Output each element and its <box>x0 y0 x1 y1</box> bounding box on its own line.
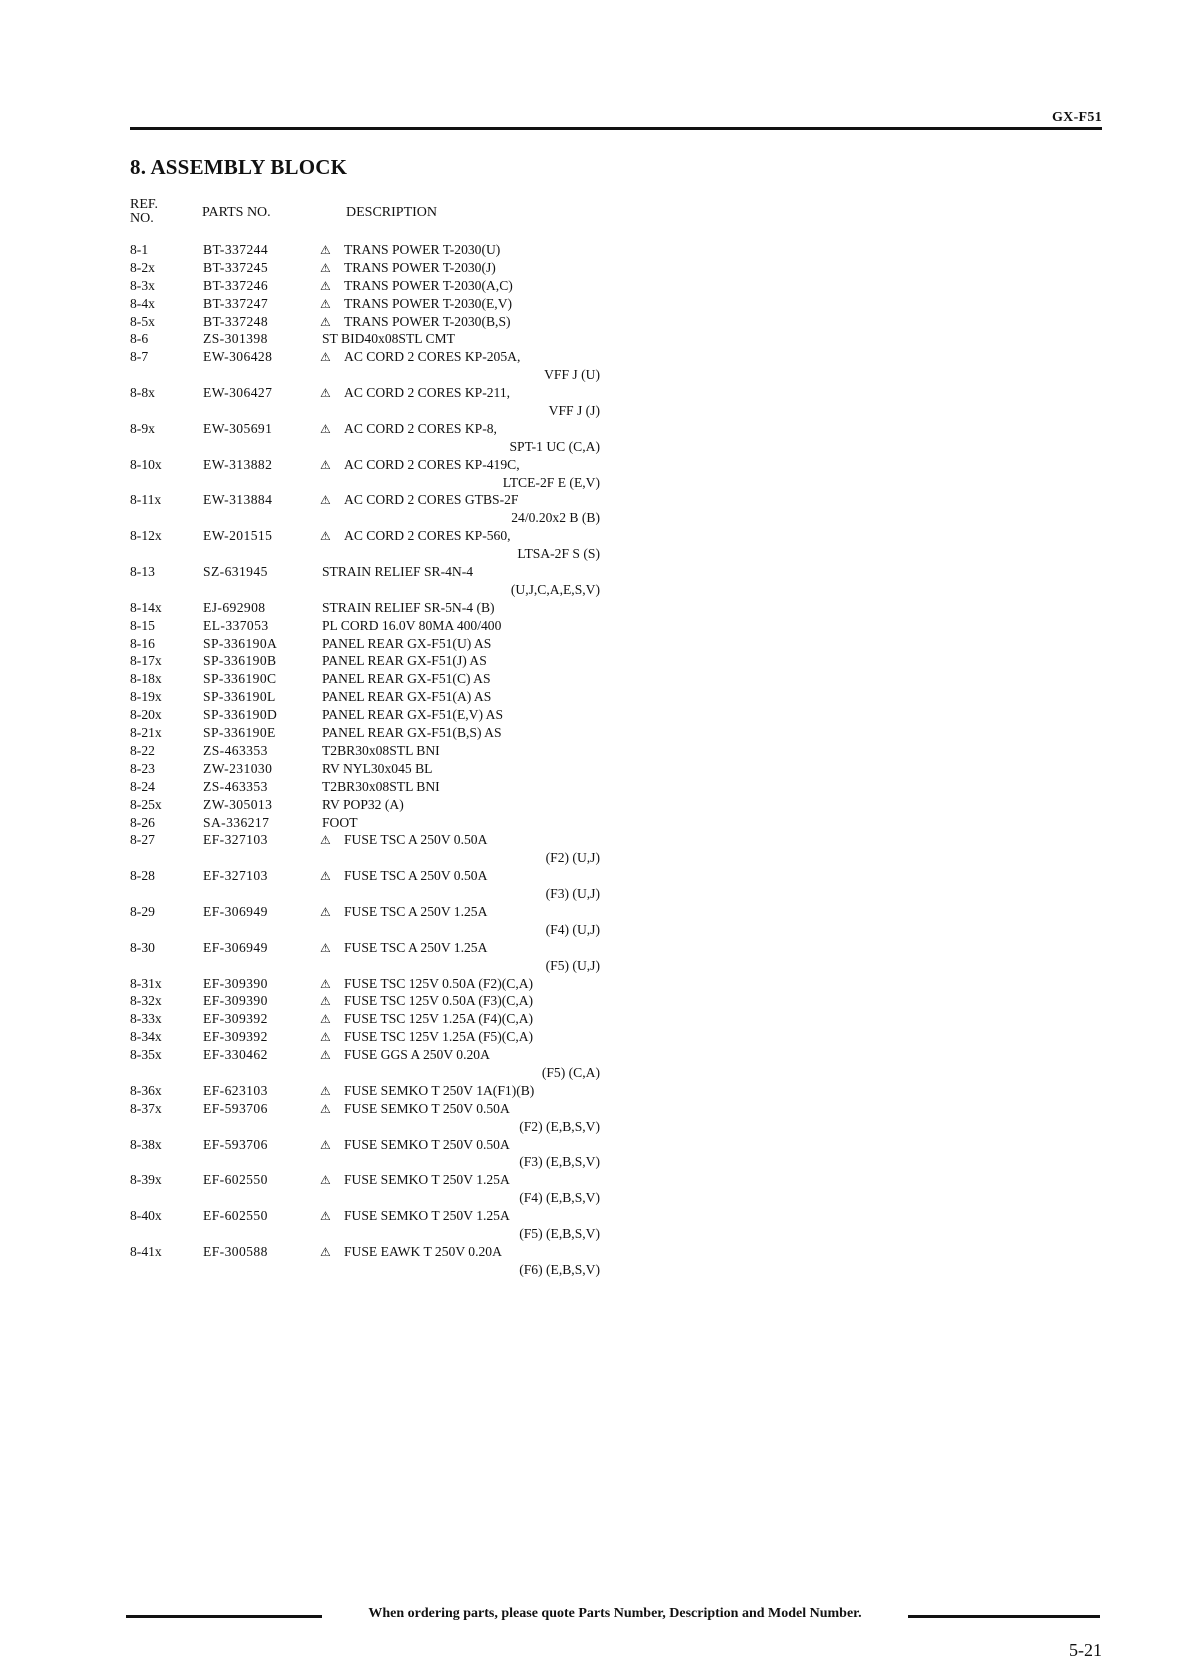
parts-list <box>130 241 600 1279</box>
ref-no: 8-37x <box>130 1100 162 1116</box>
description <box>320 867 487 886</box>
description-text: FUSE TSC 125V 0.50A (F2)(C,A) <box>344 975 534 991</box>
description-continuation: (F6) (E,B,S,V) <box>519 1261 600 1277</box>
description-text: AC CORD 2 CORES KP-419C, <box>344 456 520 472</box>
parts-number: SP-336190E <box>203 725 276 741</box>
safety-warning-icon: ⚠ <box>320 1244 331 1259</box>
parts-number: EF-602550 <box>203 1172 268 1188</box>
description-text: T2BR30x08STL BNI <box>322 778 440 794</box>
description-text: FUSE SEMKO T 250V 1.25A <box>344 1172 510 1188</box>
ref-no: 8-30 <box>130 939 155 955</box>
parts-number: EF-623103 <box>203 1082 268 1098</box>
description-continuation: 24/0.20x2 B (B) <box>511 510 600 526</box>
table-row <box>130 295 600 313</box>
description-text: FUSE SEMKO T 250V 1.25A <box>344 1208 510 1224</box>
parts-number: ZW-231030 <box>203 760 273 776</box>
description-text: FUSE EAWK T 250V 0.20A <box>344 1243 502 1259</box>
parts-number: SZ-631945 <box>203 564 268 580</box>
description-text: RV POP32 (A) <box>322 796 404 812</box>
parts-number: SP-336190L <box>203 689 276 705</box>
safety-warning-icon: ⚠ <box>320 1030 331 1045</box>
description-text: STRAIN RELIEF SR-5N-4 (B) <box>322 599 495 615</box>
ref-no: 8-11x <box>130 492 162 508</box>
description <box>322 796 404 814</box>
table-row <box>130 652 600 670</box>
table-row <box>130 420 600 456</box>
safety-warning-icon: ⚠ <box>320 1101 331 1116</box>
parts-number: EF-309390 <box>203 975 268 991</box>
description-continuation: (U,J,C,A,E,S,V) <box>510 581 600 597</box>
description <box>320 295 512 314</box>
description-text: FUSE TSC A 250V 0.50A <box>344 832 488 848</box>
safety-warning-icon: ⚠ <box>320 1137 331 1152</box>
safety-warning-icon: ⚠ <box>320 529 331 544</box>
header-ref-no: REF. NO. <box>130 197 159 226</box>
footer-rule-left <box>126 1615 322 1618</box>
ref-no: 8-13 <box>130 564 155 580</box>
description <box>320 491 519 510</box>
table-row <box>130 599 600 617</box>
table-row <box>130 975 600 993</box>
table-row <box>130 831 600 867</box>
description-text: AC CORD 2 CORES KP-205A, <box>344 349 521 365</box>
ref-no: 8-34x <box>130 1029 162 1045</box>
description-text: FUSE TSC 125V 1.25A (F4)(C,A) <box>344 1011 534 1027</box>
description-text: FUSE GGS A 250V 0.20A <box>344 1047 490 1063</box>
description-text: T2BR30x08STL BNI <box>322 742 440 758</box>
description-text: STRAIN RELIEF SR-4N-4 <box>322 564 474 580</box>
ref-no: 8-22 <box>130 742 155 758</box>
table-row <box>130 1171 600 1207</box>
table-row <box>130 706 600 724</box>
ref-no: 8-28 <box>130 868 155 884</box>
parts-number: EW-313882 <box>203 456 273 472</box>
ref-no: 8-32x <box>130 993 162 1009</box>
safety-warning-icon: ⚠ <box>320 940 331 955</box>
description <box>320 313 511 332</box>
description <box>322 330 455 348</box>
ref-no: 8-20x <box>130 707 162 723</box>
description-text: PANEL REAR GX-F51(C) AS <box>322 671 491 687</box>
description-continuation: LTCE-2F E (E,V) <box>502 474 600 490</box>
parts-number: BT-337248 <box>203 313 269 329</box>
parts-number: SP-336190D <box>203 707 278 723</box>
description-continuation: SPT-1 UC (C,A) <box>509 438 600 454</box>
ref-no: 8-24 <box>130 778 155 794</box>
description-text: FUSE TSC 125V 0.50A (F3)(C,A) <box>344 993 534 1009</box>
description-text: FUSE SEMKO T 250V 0.50A <box>344 1100 510 1116</box>
description-text: TRANS POWER T-2030(A,C) <box>344 277 513 293</box>
description-continuation: VFF J (U) <box>544 367 600 383</box>
description-text: TRANS POWER T-2030(J) <box>344 259 496 275</box>
parts-number: EF-593706 <box>203 1100 268 1116</box>
safety-warning-icon: ⚠ <box>320 314 331 329</box>
parts-number: BT-337245 <box>203 259 269 275</box>
ref-no: 8-36x <box>130 1082 162 1098</box>
parts-number: EF-593706 <box>203 1136 268 1152</box>
ref-no: 8-31x <box>130 975 162 991</box>
ref-no: 8-8x <box>130 385 155 401</box>
ref-no: 8-29 <box>130 903 155 919</box>
ref-no: 8-26 <box>130 814 155 830</box>
footer-rule-right <box>908 1615 1100 1618</box>
description <box>320 348 520 367</box>
safety-warning-icon: ⚠ <box>320 421 331 436</box>
ref-no: 8-1 <box>130 242 149 257</box>
description <box>320 1243 502 1262</box>
ref-no: 8-18x <box>130 671 162 687</box>
safety-warning-icon: ⚠ <box>320 994 331 1009</box>
safety-warning-icon: ⚠ <box>320 1048 331 1063</box>
description <box>322 688 491 706</box>
description <box>320 975 533 994</box>
description-text: AC CORD 2 CORES KP-560, <box>344 528 511 544</box>
description <box>322 814 358 832</box>
description <box>320 384 510 403</box>
parts-number: EW-201515 <box>203 528 273 544</box>
description <box>322 617 501 635</box>
ref-no: 8-3x <box>130 277 155 293</box>
safety-warning-icon: ⚠ <box>320 278 331 293</box>
description <box>320 1100 510 1119</box>
table-row <box>130 384 600 420</box>
ref-no: 8-38x <box>130 1136 162 1152</box>
ref-no: 8-2x <box>130 259 155 275</box>
description <box>320 456 520 475</box>
header-description: DESCRIPTION <box>346 205 438 220</box>
safety-warning-icon: ⚠ <box>320 1083 331 1098</box>
safety-warning-icon: ⚠ <box>320 1012 331 1027</box>
description <box>320 1136 510 1155</box>
parts-number: SP-336190A <box>203 635 278 651</box>
description <box>320 259 496 278</box>
ref-no: 8-21x <box>130 725 162 741</box>
description-continuation: (F4) (U,J) <box>545 921 600 937</box>
header-parts-no: PARTS NO. <box>202 205 271 220</box>
parts-number: EF-309392 <box>203 1011 268 1027</box>
description <box>322 778 440 796</box>
table-row <box>130 867 600 903</box>
header-rule <box>130 127 1102 130</box>
table-row <box>130 670 600 688</box>
ref-no: 8-33x <box>130 1011 162 1027</box>
description <box>320 1010 533 1029</box>
ref-no: 8-17x <box>130 653 162 669</box>
ref-no: 8-7 <box>130 349 149 365</box>
description <box>320 1046 490 1065</box>
ref-no: 8-10x <box>130 456 162 472</box>
ref-no: 8-16 <box>130 635 155 651</box>
description-text: TRANS POWER T-2030(B,S) <box>344 313 511 329</box>
ref-no: 8-9x <box>130 420 155 436</box>
parts-number: EW-313884 <box>203 492 273 508</box>
description <box>322 724 502 742</box>
table-row <box>130 1028 600 1046</box>
description-continuation: (F5) (C,A) <box>541 1064 600 1080</box>
description-text: ST BID40x08STL CMT <box>322 331 455 347</box>
table-row <box>130 1207 600 1243</box>
description <box>322 599 495 617</box>
ref-no: 8-40x <box>130 1208 162 1224</box>
description <box>320 831 487 850</box>
section-title: 8. ASSEMBLY BLOCK <box>130 155 348 179</box>
table-row <box>130 742 600 760</box>
description-text: FUSE TSC A 250V 1.25A <box>344 903 488 919</box>
safety-warning-icon: ⚠ <box>320 350 331 365</box>
ref-no: 8-23 <box>130 760 155 776</box>
parts-number: EF-309390 <box>203 993 268 1009</box>
page-number: 5-21 <box>1069 1640 1102 1660</box>
parts-number: SA-336217 <box>203 814 270 830</box>
table-row <box>130 903 600 939</box>
ref-no: 8-27 <box>130 832 155 848</box>
table-row <box>130 724 600 742</box>
description-continuation: (F4) (E,B,S,V) <box>519 1190 600 1206</box>
parts-number: SP-336190C <box>203 671 277 687</box>
table-row <box>130 796 600 814</box>
ref-no: 8-12x <box>130 528 162 544</box>
safety-warning-icon: ⚠ <box>320 457 331 472</box>
description <box>320 527 511 546</box>
description-text: FUSE TSC A 250V 0.50A <box>344 868 488 884</box>
table-row <box>130 992 600 1010</box>
description-text: PANEL REAR GX-F51(U) AS <box>322 635 492 651</box>
parts-number: EF-602550 <box>203 1208 268 1224</box>
ref-no: 8-4x <box>130 295 155 311</box>
description <box>320 277 513 296</box>
footer-note: When ordering parts, please quote Parts Number, Description and Model Number. <box>368 1606 862 1621</box>
description-continuation: (F3) (U,J) <box>545 886 600 902</box>
safety-warning-icon: ⚠ <box>320 1173 331 1188</box>
parts-number: BT-337247 <box>203 295 269 311</box>
description-text: PANEL REAR GX-F51(E,V) AS <box>322 707 504 723</box>
parts-number: EF-306949 <box>203 939 268 955</box>
safety-warning-icon: ⚠ <box>320 296 331 311</box>
parts-number: EF-327103 <box>203 868 268 884</box>
description <box>320 1171 510 1190</box>
table-row <box>130 1046 600 1082</box>
safety-warning-icon: ⚠ <box>320 869 331 884</box>
table-row <box>130 1243 600 1279</box>
ref-no: 8-5x <box>130 313 155 329</box>
parts-number: ZW-305013 <box>203 796 273 812</box>
ref-no: 8-19x <box>130 689 162 705</box>
table-row <box>130 760 600 778</box>
table-row <box>130 259 600 277</box>
description-text: AC CORD 2 CORES KP-8, <box>344 420 497 436</box>
parts-number: SP-336190B <box>203 653 277 669</box>
description-text: TRANS POWER T-2030(E,V) <box>344 295 513 311</box>
description <box>320 992 533 1011</box>
table-row <box>130 330 600 348</box>
parts-number: EF-309392 <box>203 1029 268 1045</box>
description-continuation: (F5) (U,J) <box>545 957 600 973</box>
ref-no: 8-35x <box>130 1047 162 1063</box>
description-text: PANEL REAR GX-F51(B,S) AS <box>322 725 502 741</box>
parts-number: ZS-463353 <box>203 778 268 794</box>
table-row <box>130 491 600 527</box>
ref-no: 8-14x <box>130 599 162 615</box>
parts-number: EF-330462 <box>203 1047 268 1063</box>
parts-number: EF-327103 <box>203 832 268 848</box>
description-text: FUSE TSC 125V 1.25A (F5)(C,A) <box>344 1029 534 1045</box>
safety-warning-icon: ⚠ <box>320 976 331 991</box>
parts-number: ZS-301398 <box>203 331 268 347</box>
table-row <box>130 939 600 975</box>
description <box>320 1028 533 1047</box>
ref-no: 8-39x <box>130 1172 162 1188</box>
description-continuation: (F5) (E,B,S,V) <box>519 1225 600 1241</box>
description <box>322 652 487 670</box>
parts-number: EF-306949 <box>203 903 268 919</box>
description-continuation: (F2) (U,J) <box>545 850 600 866</box>
description <box>320 420 497 439</box>
description-text: AC CORD 2 CORES GTBS-2F <box>344 492 519 508</box>
table-row <box>130 527 600 563</box>
parts-number: EW-306428 <box>203 349 273 365</box>
safety-warning-icon: ⚠ <box>320 386 331 401</box>
description <box>322 670 491 688</box>
parts-number: EF-300588 <box>203 1243 268 1259</box>
description <box>320 241 500 260</box>
description-continuation: VFF J (J) <box>548 403 600 419</box>
parts-number: EW-305691 <box>203 420 273 436</box>
description-text: FUSE TSC A 250V 1.25A <box>344 939 488 955</box>
description-text: TRANS POWER T-2030(U) <box>344 242 501 257</box>
description <box>322 635 491 653</box>
ref-no: 8-6 <box>130 331 149 347</box>
description <box>320 1207 510 1226</box>
table-row <box>130 456 600 492</box>
table-row <box>130 1136 600 1172</box>
description-text: AC CORD 2 CORES KP-211, <box>344 385 511 401</box>
ref-no: 8-15 <box>130 617 155 633</box>
column-headers <box>130 198 690 234</box>
parts-number: EJ-692908 <box>203 599 266 615</box>
description-text: FUSE SEMKO T 250V 1A(F1)(B) <box>344 1082 535 1098</box>
safety-warning-icon: ⚠ <box>320 493 331 508</box>
description <box>320 939 487 958</box>
table-row <box>130 277 600 295</box>
table-row <box>130 814 600 832</box>
description-text: PANEL REAR GX-F51(J) AS <box>322 653 487 669</box>
table-row <box>130 313 600 331</box>
description-text: FOOT <box>322 814 358 830</box>
description-text: PANEL REAR GX-F51(A) AS <box>322 689 492 705</box>
description <box>322 742 440 760</box>
parts-number: BT-337244 <box>203 242 269 257</box>
safety-warning-icon: ⚠ <box>320 833 331 848</box>
description <box>322 563 473 581</box>
parts-number: BT-337246 <box>203 277 269 293</box>
table-row <box>130 778 600 796</box>
table-row <box>130 617 600 635</box>
table-row <box>130 563 600 599</box>
description-text: PL CORD 16.0V 80MA 400/400 <box>322 617 502 633</box>
table-row <box>130 1082 600 1100</box>
table-row <box>130 688 600 706</box>
ref-no: 8-25x <box>130 796 162 812</box>
table-row <box>130 1100 600 1136</box>
footer <box>126 1606 1100 1626</box>
description <box>320 1082 534 1101</box>
description-text: RV NYL30x045 BL <box>322 760 433 776</box>
description <box>320 903 487 922</box>
safety-warning-icon: ⚠ <box>320 904 331 919</box>
safety-warning-icon: ⚠ <box>320 1209 331 1224</box>
description <box>322 760 432 778</box>
ref-no: 8-41x <box>130 1243 162 1259</box>
description-text: FUSE SEMKO T 250V 0.50A <box>344 1136 510 1152</box>
parts-number: EW-306427 <box>203 385 273 401</box>
safety-warning-icon: ⚠ <box>320 243 331 257</box>
table-row <box>130 241 600 259</box>
table-row <box>130 1010 600 1028</box>
table-row <box>130 635 600 653</box>
description <box>322 706 503 724</box>
description-continuation: LTSA-2F S (S) <box>517 546 600 562</box>
model-number: GX-F51 <box>1051 110 1102 125</box>
table-row <box>130 348 600 384</box>
description-continuation: (F3) (E,B,S,V) <box>519 1154 600 1170</box>
parts-number: EL-337053 <box>203 617 269 633</box>
safety-warning-icon: ⚠ <box>320 260 331 275</box>
parts-number: ZS-463353 <box>203 742 268 758</box>
description-continuation: (F2) (E,B,S,V) <box>519 1118 600 1134</box>
